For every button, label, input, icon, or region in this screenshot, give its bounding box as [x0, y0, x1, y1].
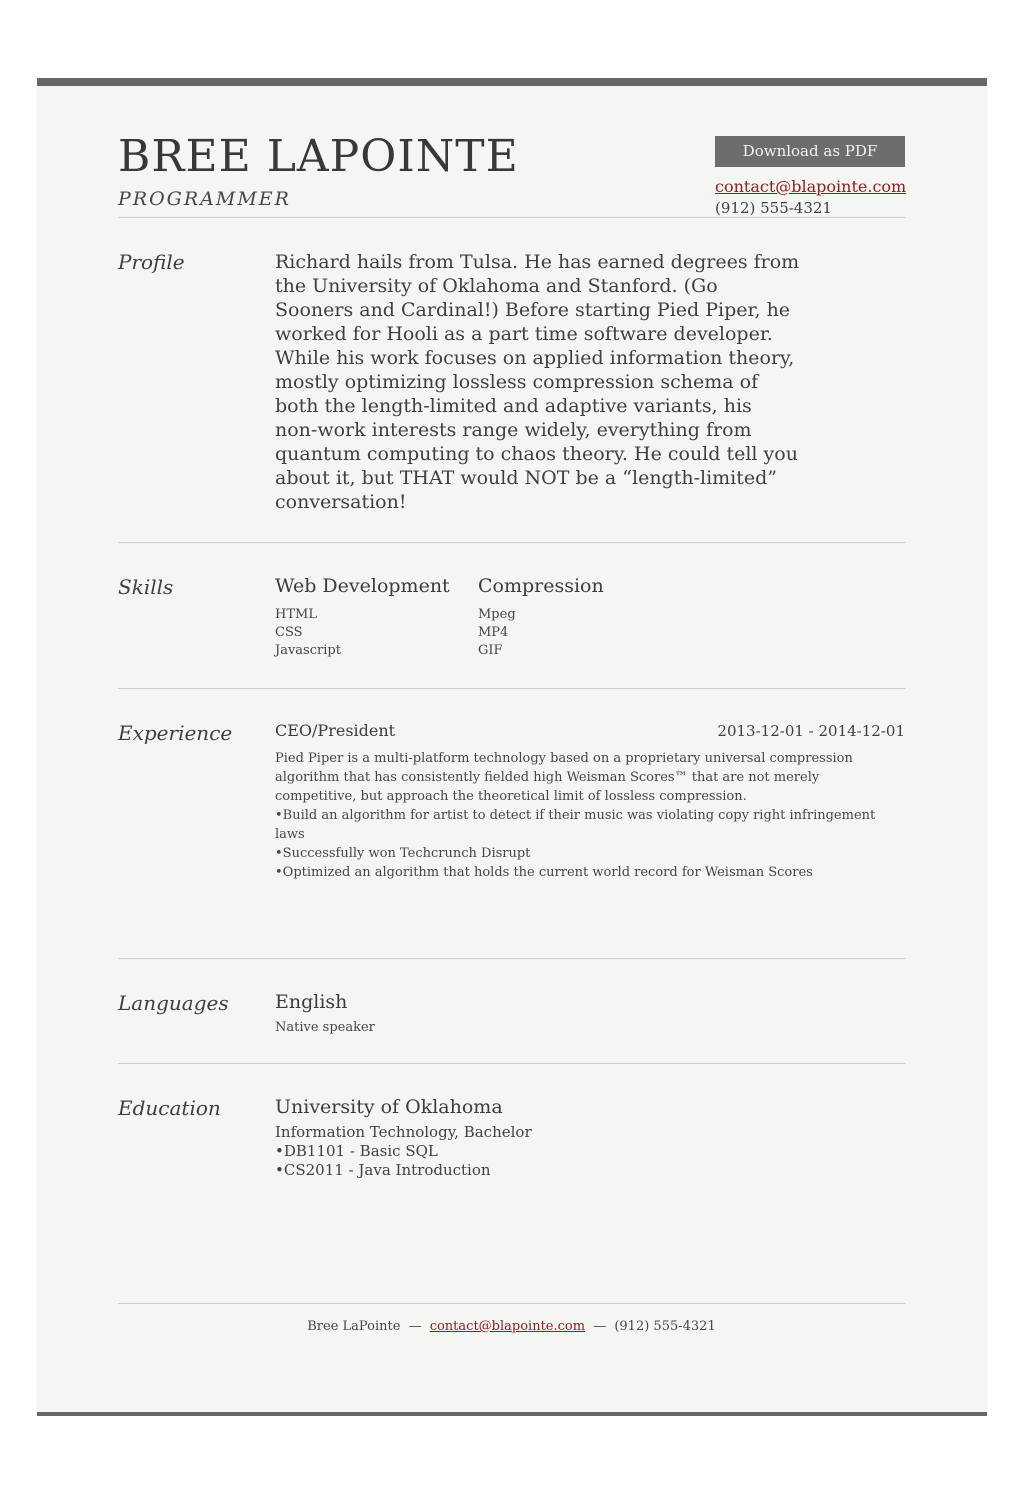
experience-entry — [275, 721, 905, 882]
languages-section — [118, 959, 905, 1063]
page-title: BREE LAPOINTE — [118, 131, 519, 182]
skill-item: MP4 — [478, 625, 509, 640]
language-entries — [275, 991, 905, 1035]
job-dates: 2013-12-01 - 2014-12-01 — [717, 722, 905, 740]
resume-content — [37, 86, 987, 1412]
skill-group — [478, 575, 681, 660]
download-pdf-button[interactable]: Download as PDF — [715, 136, 905, 167]
course-item: • DB1101 - Basic SQL — [275, 1142, 905, 1161]
job-summary: Pied Piper is a multi-platform technology based on a proprietary universal compression algorithm that has consistently fielded high Weisman Scores™ that are not merely competitive, but approach the theoretical limit of lossless compression. — [275, 751, 853, 804]
footer — [118, 1304, 905, 1412]
job-highlight-item: • Successfully won Techcrunch Disrupt — [275, 844, 905, 863]
section-label-skills: Skills — [118, 575, 174, 599]
skill-item: HTML — [275, 607, 317, 622]
degree: Information Technology, Bachelor — [275, 1123, 532, 1141]
skill-group-name: Compression — [478, 575, 604, 597]
education-entry — [275, 1096, 905, 1180]
experience-section — [118, 689, 905, 958]
resume-page — [37, 78, 987, 1416]
skill-items — [275, 606, 478, 660]
skill-items — [478, 606, 681, 660]
skill-item: CSS — [275, 625, 303, 640]
footer-separator: — — [408, 1319, 422, 1334]
institution-name: University of Oklahoma — [275, 1096, 503, 1118]
language-entry — [275, 991, 905, 1035]
bottom-accent-bar — [37, 1412, 987, 1416]
header-identity — [118, 131, 519, 211]
skill-group — [275, 575, 478, 660]
section-label-profile: Profile — [118, 250, 185, 274]
job-highlights — [275, 806, 905, 882]
profile-text: Richard hails from Tulsa. He has earned degrees from the University of Oklahoma and Stanford. (Go Sooners and Cardinal!) Before starting Pied Piper, he worked for Hooli as a part time software developer. While his work focuses on applied information theory, mostly optimizing lossless compression schema of both the length-limited and adaptive variants, his non-work interests range widely, everything from quantum computing to chaos theory. He could tell you about it, but THAT would NOT be a “length-limited” conversation! — [275, 251, 800, 513]
skill-group-name: Web Development — [275, 575, 450, 597]
top-accent-bar — [37, 78, 987, 86]
footer-phone: (912) 555-4321 — [614, 1319, 716, 1334]
footer-email-link[interactable]: contact@blapointe.com — [429, 1319, 586, 1334]
skill-item: Javascript — [275, 643, 341, 658]
section-label-education: Education — [118, 1096, 221, 1120]
section-label-experience: Experience — [118, 721, 233, 745]
skill-groups — [275, 575, 905, 660]
job-highlight-item: • Optimized an algorithm that holds the current world record for Weisman Scores — [275, 863, 905, 882]
skill-item: Mpeg — [478, 607, 516, 622]
education-entries — [275, 1096, 905, 1180]
role-subtitle: PROGRAMMER — [118, 188, 291, 211]
language-level: Native speaker — [275, 1020, 375, 1035]
footer-separator: — — [593, 1319, 607, 1334]
skills-section — [118, 543, 905, 688]
header-contact — [715, 134, 905, 217]
course-item: • CS2011 - Java Introduction — [275, 1161, 905, 1180]
experience-entries — [275, 721, 905, 930]
header — [118, 131, 907, 217]
section-label-languages: Languages — [118, 991, 229, 1015]
job-title: CEO/President — [275, 721, 396, 740]
job-highlight-item: • Build an algorithm for artist to detect if their music was violating copy right infringement laws — [275, 806, 905, 844]
footer-name: Bree LaPointe — [307, 1319, 401, 1334]
skill-item: GIF — [478, 643, 503, 658]
language-name: English — [275, 991, 348, 1013]
phone-number: (912) 555-4321 — [715, 199, 832, 217]
education-section — [118, 1064, 905, 1208]
course-list — [275, 1142, 905, 1180]
profile-section — [118, 218, 905, 542]
email-link[interactable]: contact@blapointe.com — [715, 177, 907, 196]
